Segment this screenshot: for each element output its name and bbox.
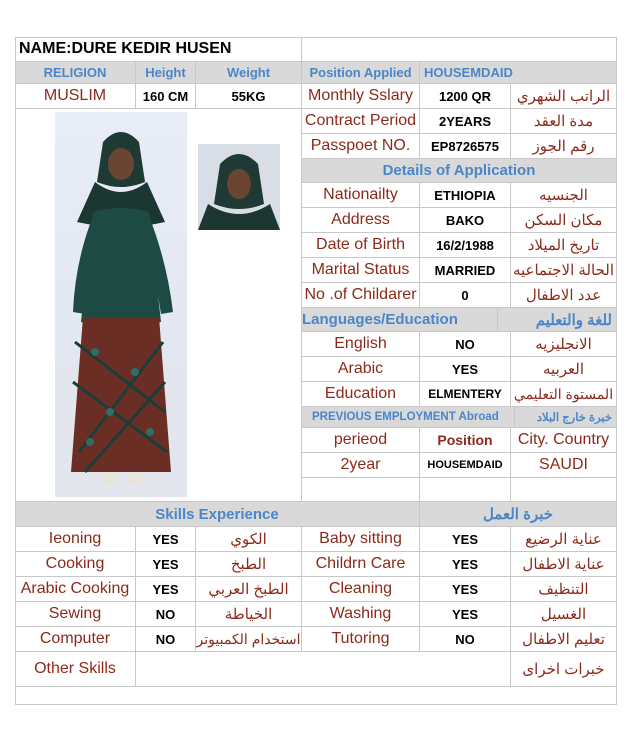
arabic-value-text: YES (451, 361, 478, 377)
skill-left-ar (196, 627, 302, 652)
empty-cell (420, 478, 511, 502)
nationality-value (420, 183, 511, 208)
religion-text: MUSLIM (43, 87, 107, 104)
previous-title (302, 407, 515, 428)
education-label (302, 382, 420, 407)
languages-title-ar (498, 308, 617, 332)
address-label (302, 208, 420, 233)
skill-left-ar (196, 602, 302, 627)
contract-period-ar (511, 109, 617, 134)
period-value (302, 453, 420, 478)
education-value (420, 382, 511, 407)
position-applied-value (420, 62, 617, 84)
previous-title-ar (515, 407, 617, 428)
skill-right-label (302, 577, 420, 602)
skill-left-label-text: Ieoning (48, 530, 102, 547)
skill-right-ar-text: تعليم الاطفال (522, 631, 605, 648)
marital-ar-text: الحالة الاجتماعيه (512, 262, 615, 279)
salary-ar (511, 84, 617, 109)
skill-right-ar-text: التنظيف (538, 581, 589, 598)
skill-right-label-text: Cleaning (328, 580, 393, 597)
english-value (420, 332, 511, 357)
english-ar (511, 332, 617, 357)
period-header-text: perieod (333, 431, 388, 448)
religion-header-text: RELIGION (43, 65, 107, 80)
height-value (136, 84, 196, 109)
other-skills-ar (511, 652, 617, 687)
languages-title (302, 308, 498, 332)
address-label-text: Address (331, 211, 390, 228)
skill-left-ar-text: الطبخ (230, 556, 267, 573)
salary-ar-text: الراتب الشهري (516, 88, 611, 105)
contract-period-label-text: Contract Period (304, 112, 417, 129)
nationality-ar (511, 183, 617, 208)
address-ar (511, 208, 617, 233)
dob-label (302, 233, 420, 258)
skill-right-ar-text: الغسيل (540, 606, 587, 623)
arabic-ar-text: العربيه (543, 361, 584, 378)
application-sheet (15, 37, 617, 705)
salary-value (420, 84, 511, 109)
skill-right-label (302, 602, 420, 627)
height-header-text: Height (145, 65, 186, 80)
address-value (420, 208, 511, 233)
skill-right-ar (511, 627, 617, 652)
english-label (302, 332, 420, 357)
skill-left-value-text: YES (152, 556, 179, 572)
weight-header-text: Weight (226, 65, 271, 80)
english-value-text: NO (455, 336, 475, 352)
skill-left-ar-text: الكوي (230, 531, 267, 548)
salary-label-text: Monthly Sslary (308, 87, 413, 104)
candidate-name: NAME:DURE KEDIR HUSEN (19, 40, 232, 57)
skill-right-label (302, 527, 420, 552)
full-body-photo (55, 112, 187, 497)
marital-label (302, 258, 420, 283)
nationality-value-text: ETHIOPIA (434, 187, 496, 203)
skill-right-ar (511, 577, 617, 602)
skill-left-ar-text: الطبخ العربي (208, 581, 289, 598)
skill-right-ar (511, 527, 617, 552)
arabic-label (302, 357, 420, 382)
education-ar-text: المستوة التعليمي (513, 385, 614, 402)
skill-left-value-text: NO (155, 631, 176, 647)
marital-value-text: MARRIED (434, 262, 496, 278)
salary-label (302, 84, 420, 109)
passport-value (420, 134, 511, 159)
children-label-text: No .of Childarer (304, 286, 417, 303)
prev-position-value-text: HOUSEMDAID (427, 459, 503, 471)
dob-value-text: 16/2/1988 (436, 237, 494, 253)
skill-right-label-text: Childrn Care (315, 555, 406, 572)
skill-left-value (136, 552, 196, 577)
position-applied-text: Position Applied (309, 65, 412, 80)
skill-right-value (420, 577, 511, 602)
skill-right-value (420, 602, 511, 627)
skill-right-value (420, 627, 511, 652)
skill-right-ar (511, 552, 617, 577)
skill-right-value (420, 527, 511, 552)
previous-title-ar-text: خبرة خارج البلاد (536, 412, 612, 424)
education-value-text: ELMENTERY (428, 387, 502, 401)
skill-left-label (15, 627, 136, 652)
children-label (302, 283, 420, 308)
skill-left-ar-text: استخدام الكمبيوتر (196, 630, 301, 647)
portrait-photo (198, 144, 280, 230)
height-text: 160 CM (142, 88, 189, 104)
marital-ar (511, 258, 617, 283)
period-header (302, 428, 420, 453)
skill-left-label (15, 602, 136, 627)
skill-right-value-text: YES (451, 531, 478, 547)
nationality-label-text: Nationailty (323, 186, 398, 203)
other-skills-label (15, 652, 136, 687)
details-title-text: Details of Application (382, 162, 536, 179)
height-header (136, 62, 196, 84)
children-ar (511, 283, 617, 308)
religion-value (15, 84, 136, 109)
skill-left-value-text: YES (152, 581, 179, 597)
skill-right-label-text: Tutoring (331, 630, 390, 647)
skill-left-label-text: Cooking (45, 555, 105, 572)
skill-right-ar-text: عناية الاطفال (522, 556, 605, 573)
skill-left-value (136, 527, 196, 552)
skill-right-value-text: NO (455, 631, 475, 647)
country-header (511, 428, 617, 453)
skill-left-value-text: NO (155, 606, 176, 622)
marital-label-text: Marital Status (311, 261, 410, 278)
skill-right-label (302, 552, 420, 577)
skill-left-value (136, 602, 196, 627)
english-ar-text: الانجليزيه (535, 336, 592, 353)
religion-header (15, 62, 136, 84)
nationality-label (302, 183, 420, 208)
contract-period-value-text: 2YEARS (438, 113, 492, 129)
skill-left-value (136, 627, 196, 652)
skill-right-label (302, 627, 420, 652)
passport-label (302, 134, 420, 159)
address-ar-text: مكان السكن (524, 212, 603, 229)
skill-left-value (136, 577, 196, 602)
skill-right-value (420, 552, 511, 577)
languages-title-ar-text: للغة والتعليم (535, 311, 612, 329)
skill-left-label-text: Computer (39, 630, 111, 647)
passport-ar (511, 134, 617, 159)
passport-value-text: EP8726575 (431, 138, 499, 154)
arabic-value (420, 357, 511, 382)
prev-position-value (420, 453, 511, 478)
english-label-text: English (334, 335, 387, 352)
name-cell (15, 37, 302, 62)
position-value-text: HOUSEMDAID (424, 65, 513, 80)
skill-left-label (15, 577, 136, 602)
dob-ar-text: تاريخ الميلاد (527, 237, 600, 254)
skills-title (15, 502, 420, 527)
details-title (302, 159, 617, 183)
contract-period-ar-text: مدة العقد (533, 113, 594, 130)
country-value (511, 453, 617, 478)
children-value-text: 0 (461, 287, 469, 303)
skill-right-value-text: YES (451, 556, 478, 572)
skill-right-ar (511, 602, 617, 627)
contract-period-value (420, 109, 511, 134)
other-skills-value (136, 652, 511, 687)
dob-label-text: Date of Birth (316, 236, 405, 253)
skill-right-value-text: YES (451, 606, 478, 622)
skill-left-ar (196, 577, 302, 602)
skill-left-ar-text: الخياطة (224, 606, 273, 623)
marital-value (420, 258, 511, 283)
children-ar-text: عدد الاطفال (525, 287, 602, 304)
position-header-text: Position (437, 432, 493, 448)
other-skills-ar-text: خبرات اخراى (522, 661, 605, 678)
position-applied-header (302, 62, 420, 84)
other-skills-text: Other Skills (34, 660, 116, 677)
weight-value (196, 84, 302, 109)
weight-header (196, 62, 302, 84)
empty-cell (302, 37, 617, 62)
position-header (420, 428, 511, 453)
skills-title-ar (420, 502, 617, 527)
skill-right-label-text: Baby sitting (319, 530, 402, 547)
skills-title-ar-text: خبرة العمل (482, 506, 554, 523)
passport-ar-text: رقم الجوز (532, 138, 595, 155)
skill-left-label-text: Sewing (48, 605, 102, 622)
skill-right-value-text: YES (451, 581, 478, 597)
languages-title-text: Languages/Education (302, 311, 458, 328)
empty-cell (302, 478, 420, 502)
skill-left-ar (196, 552, 302, 577)
period-value-text: 2year (340, 456, 381, 473)
skill-right-label-text: Washing (329, 605, 392, 622)
education-label-text: Education (324, 385, 397, 402)
skill-left-label-text: Arabic Cooking (20, 580, 130, 597)
arabic-label-text: Arabic (337, 360, 384, 377)
dob-ar (511, 233, 617, 258)
children-value (420, 283, 511, 308)
nationality-ar-text: الجنسيه (539, 187, 588, 204)
previous-title-text: PREVIOUS EMPLOYMENT Abroad (312, 411, 499, 423)
skills-title-text: Skills Experience (155, 505, 279, 523)
skill-left-value-text: YES (152, 531, 179, 547)
skill-left-label (15, 552, 136, 577)
skill-right-ar-text: عناية الرضيع (525, 531, 602, 548)
passport-label-text: Passpoet NO. (310, 137, 411, 154)
education-ar (511, 382, 617, 407)
contract-period-label (302, 109, 420, 134)
empty-cell (511, 478, 617, 502)
address-value-text: BAKO (445, 212, 485, 228)
country-header-text: City. Country (517, 431, 610, 448)
arabic-ar (511, 357, 617, 382)
salary-value-text: 1200 QR (438, 88, 492, 104)
weight-text: 55KG (231, 88, 266, 104)
skill-left-ar (196, 527, 302, 552)
country-value-text: SAUDI (539, 456, 588, 473)
skill-left-label (15, 527, 136, 552)
dob-value (420, 233, 511, 258)
